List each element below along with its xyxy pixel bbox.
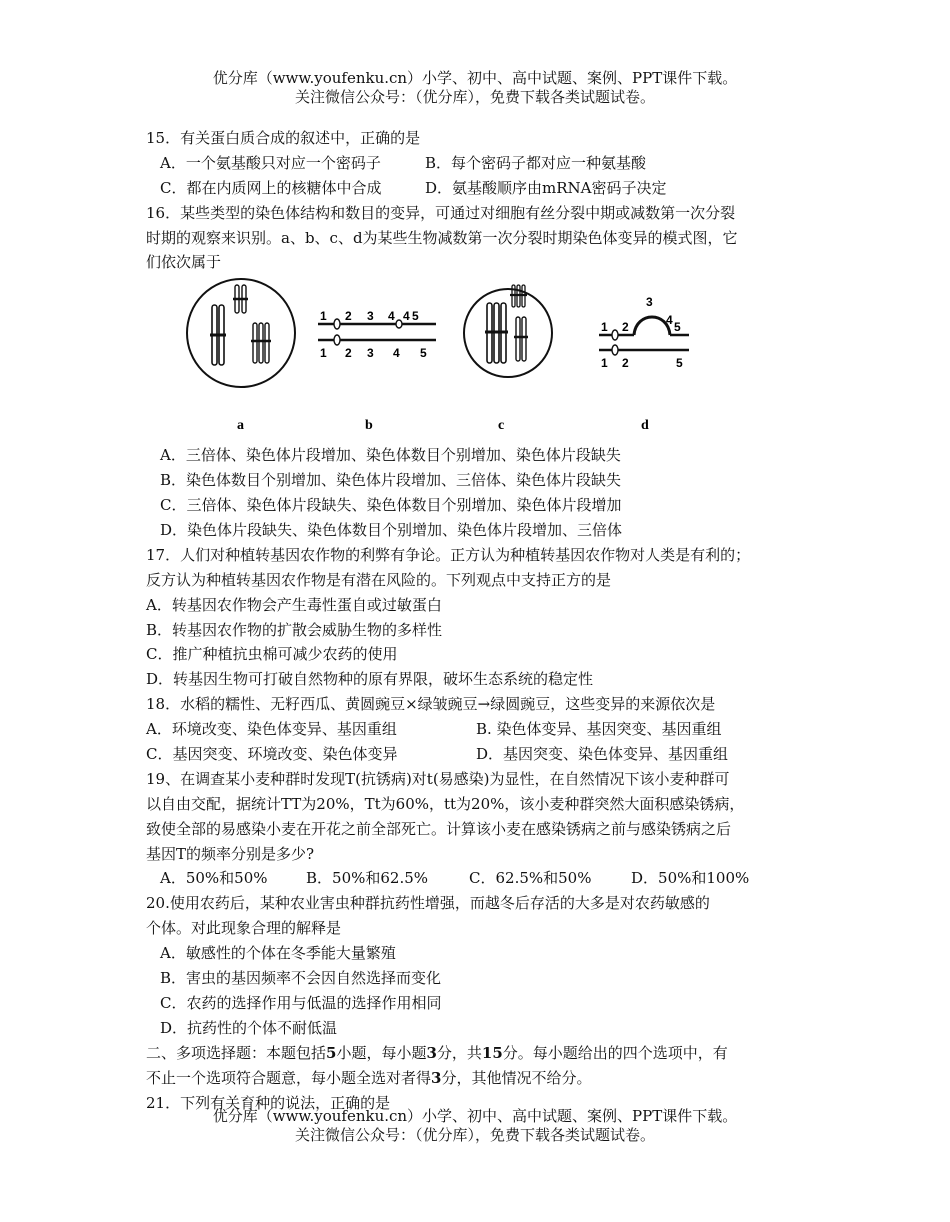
d-bottom-gene-5: 5 <box>676 356 683 371</box>
d-bottom-gene-2: 2 <box>622 356 629 371</box>
q17-option-d: D．转基因生物可打破自然物种的原有界限，破坏生态系统的稳定性 <box>146 670 594 689</box>
q18-option-c: C．基因突变、环境改变、染色体变异 <box>146 745 398 764</box>
q16-option-b: B．染色体数目个别增加、染色体片段增加、三倍体、染色体片段缺失 <box>160 471 622 490</box>
chromosome-variation-figure <box>146 277 818 437</box>
panel-a-label: a <box>237 418 244 434</box>
section2-points-each: 3 <box>426 1043 437 1062</box>
q16-option-d: D．染色体片段缺失、染色体数目个别增加、染色体片段增加、三倍体 <box>160 521 623 540</box>
q20-option-b: B．害虫的基因频率不会因自然选择而变化 <box>160 969 442 988</box>
b-bottom-gene-2: 2 <box>345 346 352 361</box>
q19-stem-line4: 基因T的频率分别是多少? <box>146 844 315 863</box>
section2-full-score: 3 <box>431 1068 442 1087</box>
q17-option-c: C．推广种植抗虫棉可减少农药的使用 <box>146 645 398 664</box>
q20-option-a: A．敏感性的个体在冬季能大量繁殖 <box>160 944 396 963</box>
page-header <box>0 69 950 107</box>
d-top-gene-5: 5 <box>674 320 681 335</box>
b-top-gene-3: 3 <box>367 309 374 324</box>
q20-stem-line2: 个体。对此现象合理的解释是 <box>146 919 342 938</box>
q18-stem: 18．水稻的糯性、无籽西瓜、黄圆豌豆×绿皱豌豆→绿圆豌豆，这些变异的来源依次是 <box>146 695 716 714</box>
footer-line-1: 优分库（www.youfenku.cn）小学、初中、高中试题、案例、PPT课件下载。 <box>212 1107 738 1125</box>
section2-text-5: 不止一个选项符合题意，每小题全选对者得 <box>146 1068 432 1087</box>
q16-stem-line3: 们依次属于 <box>146 253 222 272</box>
header-line-2: 关注微信公众号：（优分库），免费下载各类试题试卷。 <box>294 88 655 106</box>
section2-instructions-line1 <box>146 1041 818 1066</box>
b-top-gene-4-dup: 4 <box>403 309 410 324</box>
q18-option-b: B. 染色体变异、基因突变、基因重组 <box>476 720 722 739</box>
section2-text-2: 小题，每小题 <box>336 1043 427 1062</box>
d-top-gene-4: 4 <box>666 313 673 328</box>
panel-c-cell <box>464 285 552 433</box>
d-top-gene-2: 2 <box>622 320 629 335</box>
section2-text-4: 分。每小题给出的四个选项中，有 <box>502 1043 728 1062</box>
b-bottom-gene-5: 5 <box>420 346 427 361</box>
q15-stem: 15．有关蛋白质合成的叙述中，正确的是 <box>146 129 421 147</box>
q17-stem-line2: 反方认为种植转基因农作物是有潜在风险的。下列观点中支持正方的是 <box>146 570 612 589</box>
d-top-gene-3: 3 <box>646 295 653 310</box>
q15-options-row2 <box>146 176 818 201</box>
b-bottom-gene-3: 3 <box>367 346 374 361</box>
panel-d-chromosomes <box>599 295 689 433</box>
q15-option-d: D．氨基酸顺序由mRNA密码子决定 <box>425 178 667 197</box>
section2-text-6: 分，其他情况不给分。 <box>441 1068 592 1087</box>
q19-option-b: B．50%和62.5% <box>306 869 429 888</box>
q17-option-a: A．转基因农作物会产生毒性蛋自或过敏蛋白 <box>146 595 442 614</box>
header-line-1: 优分库（www.youfenku.cn）小学、初中、高中试题、案例、PPT课件下载。 <box>212 69 738 87</box>
b-bottom-gene-1: 1 <box>320 346 327 361</box>
panel-c-label: c <box>498 418 505 434</box>
section2-total-points: 15 <box>481 1043 503 1062</box>
q16-stem-line2: 时期的观察来识别。a、b、c、d为某些生物减数第一次分裂时期染色体变异的模式图，它 <box>146 228 738 247</box>
q19-option-d: D．50%和100% <box>631 869 750 888</box>
chromosome-diagram <box>146 277 706 437</box>
section2-instructions-line2 <box>146 1066 818 1091</box>
page-footer <box>0 1107 950 1145</box>
section2-question-count: 5 <box>326 1043 337 1062</box>
q19-stem-line1: 19、在调查某小麦种群时发现T(抗锈病)对t(易感染)为显性，在自然情况下该小麦种群可 <box>146 769 730 788</box>
q20-option-c: C．农药的选择作用与低温的选择作用相同 <box>160 993 442 1012</box>
q20-option-d: D．抗药性的个体不耐低温 <box>160 1018 338 1037</box>
q19-stem-line3: 致使全部的易感染小麦在开花之前全部死亡。计算该小麦在感染锈病之前与感染锈病之后 <box>146 819 732 838</box>
d-top-gene-1: 1 <box>601 320 608 335</box>
question-content <box>146 126 818 1115</box>
q15-options-row1 <box>146 151 818 176</box>
q15-option-a: A．一个氨基酸只对应一个密码子 <box>160 153 381 172</box>
d-bottom-gene-1: 1 <box>601 356 608 371</box>
section2-text-3: 分，共 <box>436 1043 482 1062</box>
b-top-gene-2: 2 <box>345 309 352 324</box>
q18-options-row1 <box>146 717 818 742</box>
q17-option-b: B．转基因农作物的扩散会威胁生物的多样性 <box>146 620 443 639</box>
q15-option-b: B．每个密码子都对应一种氨基酸 <box>425 153 647 172</box>
b-bottom-gene-4: 4 <box>393 346 400 361</box>
panel-b-label: b <box>365 418 373 434</box>
q18-options-row2 <box>146 742 818 767</box>
q21-stem: 21．下列有关育种的说法，正确的是 <box>146 1093 391 1112</box>
b-top-gene-5: 5 <box>412 309 419 324</box>
b-top-gene-1: 1 <box>320 309 327 324</box>
q19-option-a: A．50%和50% <box>160 869 268 888</box>
q16-stem-line1: 16．某些类型的染色体结构和数目的变异，可通过对细胞有丝分裂中期或减数第一次分裂 <box>146 203 736 222</box>
q15-option-c: C．都在内质网上的核糖体中合成 <box>160 178 382 197</box>
panel-b-chromosomes <box>318 309 436 433</box>
footer-line-2: 关注微信公众号：（优分库），免费下载各类试题试卷。 <box>294 1126 655 1144</box>
b-top-gene-4: 4 <box>388 309 395 324</box>
q19-stem-line2: 以自由交配，据统计TT为20%，Tt为60%，tt为20%，该小麦种群突然大面积感染锈病， <box>146 794 745 813</box>
panel-d-label: d <box>641 418 649 434</box>
q19-option-c: C．62.5%和50% <box>469 869 592 888</box>
q19-options-row <box>146 866 818 891</box>
q20-stem-line1: 20.使用农药后，某种农业害虫种群抗药性增强，而越冬后存活的大多是对农药敏感的 <box>146 894 710 913</box>
q16-option-a: A．三倍体、染色体片段增加、染色体数目个别增加、染色体片段缺失 <box>160 446 621 465</box>
q17-stem-line1: 17．人们对种植转基因农作物的利弊有争论。正方认为种植转基因农作物对人类是有利的； <box>146 545 751 564</box>
q16-option-c: C．三倍体、染色体片段缺失、染色体数目个别增加、染色体片段增加 <box>160 496 622 515</box>
section2-text-1: 二、多项选择题：本题包括 <box>146 1043 327 1062</box>
panel-a-cell <box>187 279 295 433</box>
q18-option-d: D．基因突变、染色体变异、基因重组 <box>476 745 729 764</box>
q18-option-a: A．环境改变、染色体变异、基因重组 <box>146 720 397 739</box>
